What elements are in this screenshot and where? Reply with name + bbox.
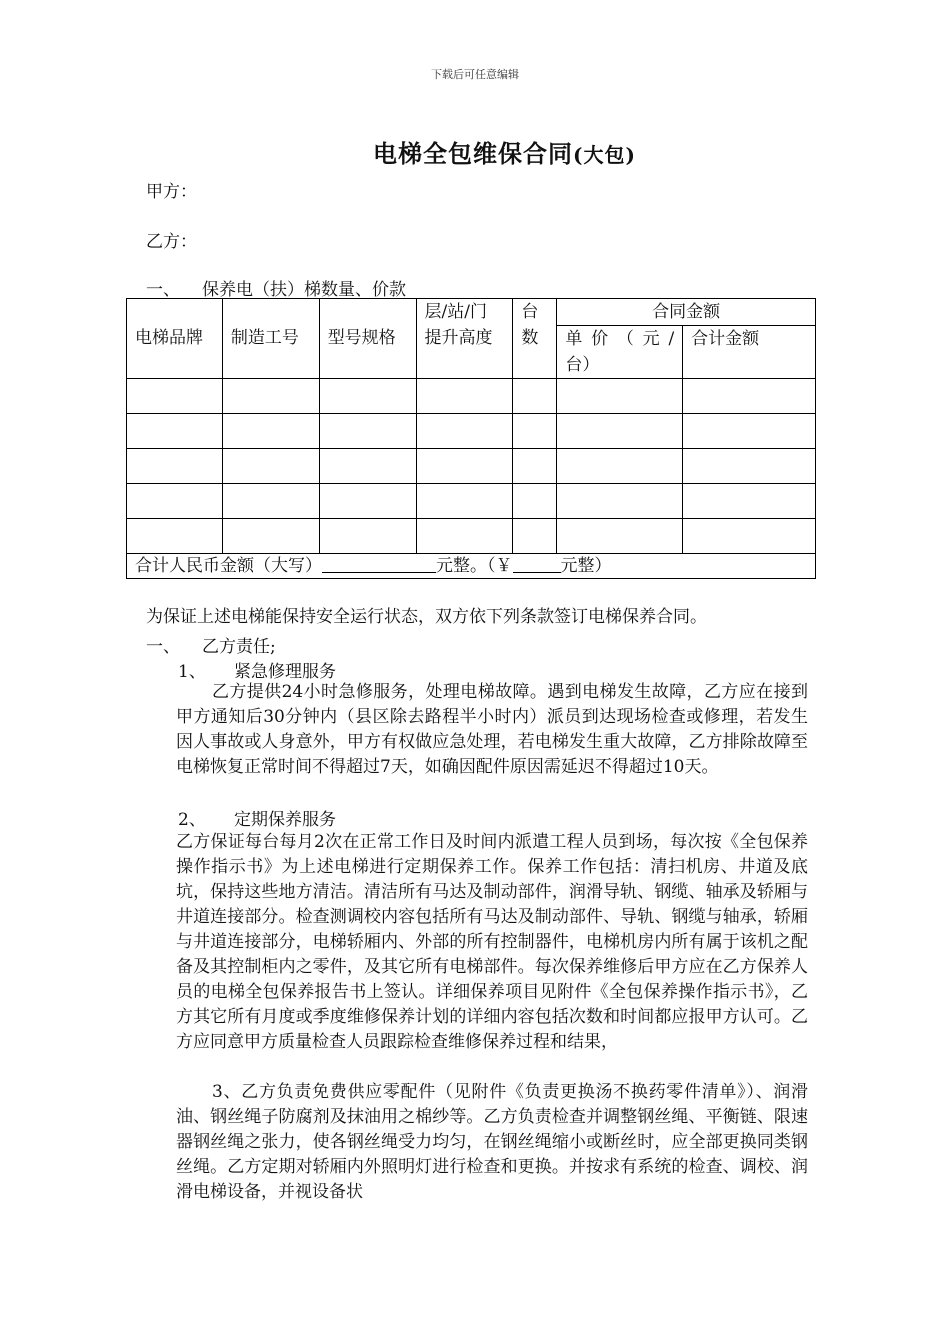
- table-cell[interactable]: [416, 484, 513, 519]
- table-cell[interactable]: [683, 414, 816, 449]
- table-cell[interactable]: [557, 519, 683, 554]
- table-cell[interactable]: [557, 414, 683, 449]
- emergency-repair-paragraph: 乙方提供24小时急修服务，处理电梯故障。遇到电梯发生故障，乙方应在接到甲方通知后30分钟内（县区除去路程半小时内）派员到达现场检查或修理，若发生因人事故或人身意外，甲方有权做应急处理，若电梯发生重大故障，乙方排除故障至电梯恢复正常时间不得超过7天，如确因配件原因需延迟不得超过10天。: [176, 682, 808, 777]
- table-cell[interactable]: [127, 379, 223, 414]
- table-cell[interactable]: [683, 519, 816, 554]
- header-note: 下载后可任意编辑: [431, 68, 519, 81]
- table-cell[interactable]: [127, 519, 223, 554]
- header-floors: [416, 299, 513, 379]
- item-label: 紧急修理服务: [234, 662, 336, 682]
- section-heading-quantity: [146, 275, 406, 300]
- table-cell[interactable]: [683, 379, 816, 414]
- table-cell[interactable]: [127, 484, 223, 519]
- table-cell[interactable]: [513, 449, 557, 484]
- table-cell[interactable]: [222, 484, 319, 519]
- intro-paragraph: 为保证上述电梯能保持安全运行状态，双方依下列条款签订电梯保养合同。: [146, 607, 707, 627]
- item-heading-maintenance: [178, 805, 336, 830]
- table-cell[interactable]: [513, 519, 557, 554]
- party-a-label: 甲方：: [146, 182, 197, 202]
- total-amount-cell: [127, 554, 816, 579]
- header-brand: 电梯品牌: [127, 299, 223, 379]
- table-cell[interactable]: [319, 414, 416, 449]
- table-cell[interactable]: [513, 414, 557, 449]
- table-row: [127, 519, 816, 554]
- header-contract-amount: 合同金额: [557, 299, 816, 326]
- title-main: 电梯全包维保合同: [373, 139, 573, 168]
- item-number: 1、: [178, 662, 206, 682]
- table-cell[interactable]: [683, 484, 816, 519]
- table-cell[interactable]: [416, 379, 513, 414]
- table-cell[interactable]: [557, 484, 683, 519]
- party-b-label: 乙方：: [146, 232, 197, 252]
- table-cell[interactable]: [222, 414, 319, 449]
- spare-parts-paragraph: 3、乙方负责免费供应零配件（见附件《负责更换汤不换药零件清单》）、润滑油、钢丝绳子防腐剂及抹油用之棉纱等。乙方负责检查并调整钢丝绳、平衡链、限速器钢丝绳之张力，使各钢丝绳受力均匀，在钢丝绳缩小或断丝时，应全部更换同类钢丝绳。乙方定期对轿厢内外照明灯进行检查和更换。并按求有系统的检查、调校、润滑电梯设备，并视设备状: [176, 1082, 808, 1202]
- header-floors-bottom: 提升高度: [424, 328, 493, 348]
- table-cell[interactable]: [319, 449, 416, 484]
- table-cell[interactable]: [319, 484, 416, 519]
- section-number: 一、: [146, 637, 180, 657]
- table-cell[interactable]: [222, 379, 319, 414]
- total-suffix: 元整）: [560, 556, 612, 576]
- header-count: 台数: [513, 299, 557, 379]
- total-prefix: 合计人民币金额（大写）: [135, 556, 322, 576]
- section-heading-responsibility: [146, 632, 276, 657]
- item-heading-emergency: [178, 657, 336, 682]
- section-number: 一、: [146, 280, 180, 300]
- document-title: [373, 134, 636, 169]
- table-cell[interactable]: [319, 519, 416, 554]
- section-label: 保养电（扶）梯数量、价款: [202, 280, 406, 300]
- table-cell[interactable]: [416, 414, 513, 449]
- table-cell[interactable]: [319, 379, 416, 414]
- total-mid: 元整。（￥: [436, 556, 513, 576]
- table-cell[interactable]: [416, 519, 513, 554]
- header-floors-top: 层/站/门: [424, 302, 487, 322]
- maintenance-paragraph: 乙方保证每台每月2次在正常工作日及时间内派遣工程人员到场，每次按《全包保养操作指示书》为上述电梯进行定期保养工作。保养工作包括：清扫机房、井道及底坑，保持这些地方清洁。清洁所有马达及制动部件，润滑导轨、钢缆、轴承及轿厢与井道连接部分。检查测调校内容包括所有马达及制动部件、导轨、钢缆与轴承，轿厢与井道连接部分，电梯轿厢内、外部的所有控制器件，电梯机房内所有属于该机之配备及其控制柜内之零件，及其它所有电梯部件。每次保养维修后甲方应在乙方保养人员的电梯全包保养报告书上签认。详细保养项目见附件《全包保养操作指示书》，乙方其它所有月度或季度维修保养计划的详细内容包括次数和时间都应报甲方认可。乙方应同意甲方质量检查人员跟踪检查维修保养过程和结果，: [176, 832, 808, 1052]
- item-number: 2、: [178, 810, 206, 830]
- table-cell[interactable]: [513, 379, 557, 414]
- header-factory-no: 制造工号: [222, 299, 319, 379]
- table-cell[interactable]: [416, 449, 513, 484]
- section-label: 乙方责任;: [202, 637, 276, 657]
- table-cell[interactable]: [127, 414, 223, 449]
- table-row: [127, 449, 816, 484]
- table-cell[interactable]: [222, 449, 319, 484]
- title-suffix: (大包): [573, 143, 636, 167]
- amount-figure-blank[interactable]: [513, 554, 561, 573]
- table-cell[interactable]: [557, 379, 683, 414]
- table-row: [127, 414, 816, 449]
- amount-words-blank[interactable]: [322, 554, 436, 573]
- header-unit-price: 单 价 （ 元 / 台）: [557, 326, 683, 379]
- table-cell[interactable]: [222, 519, 319, 554]
- elevator-table: [126, 298, 816, 579]
- table-cell[interactable]: [127, 449, 223, 484]
- table-row: [127, 379, 816, 414]
- header-total-amount: 合计金额: [683, 326, 816, 379]
- table-cell[interactable]: [513, 484, 557, 519]
- total-row: [127, 554, 816, 579]
- header-model: 型号规格: [319, 299, 416, 379]
- table-cell[interactable]: [683, 449, 816, 484]
- item-label: 定期保养服务: [234, 810, 336, 830]
- table-row: [127, 484, 816, 519]
- table-cell[interactable]: [557, 449, 683, 484]
